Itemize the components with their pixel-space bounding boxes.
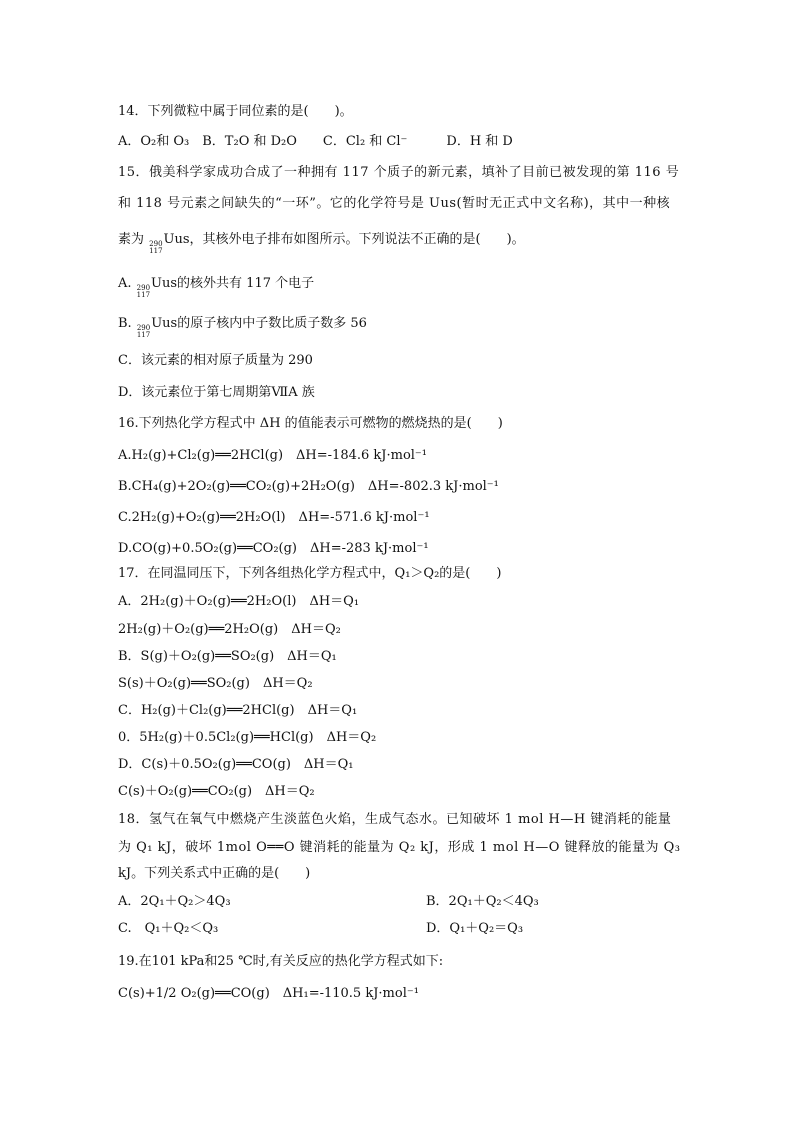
q18-option-a: A．2Q₁＋Q₂＞4Q₃ bbox=[118, 894, 231, 909]
nuclide-symbol: Uus bbox=[163, 232, 190, 247]
q15-line3-pre: 素为 bbox=[118, 232, 145, 247]
q18-option-d: D．Q₁＋Q₂＝Q₃ bbox=[426, 921, 524, 936]
option-letter: B. bbox=[118, 316, 132, 331]
q19-equation-1: C(s)+1/2 O₂(g)══CO(g) ΔH₁=-110.5 kJ·mol⁻¹ bbox=[118, 986, 419, 1001]
q15-line3-post: ，其核外电子排布如图所示。下列说法不正确的是( )。 bbox=[189, 232, 525, 247]
option-letter: A. bbox=[118, 276, 132, 291]
option-text: 的原子核内中子数比质子数多 56 bbox=[177, 316, 367, 331]
option-text: 的核外共有 117 个电子 bbox=[177, 276, 315, 291]
q16-option-a: A.H₂(g)+Cl₂(g)══2HCl(g) ΔH=-184.6 kJ·mol⁻¹ bbox=[118, 448, 428, 463]
nuclide-notation bbox=[137, 325, 150, 339]
q16-option-c: C.2H₂(g)+O₂(g)══2H₂O(l) ΔH=-571.6 kJ·mol⁻¹ bbox=[118, 510, 430, 525]
q17-option-c1: C．H₂(g)＋Cl₂(g)══2HCl(g) ΔH＝Q₁ bbox=[118, 703, 358, 718]
q16-option-d: D.CO(g)+0.5O₂(g)══CO₂(g) ΔH=-283 kJ·mol⁻¹ bbox=[118, 541, 429, 556]
q19-stem: 19.在101 kPa和25 ℃时,有关反应的热化学方程式如下: bbox=[118, 954, 444, 969]
q15-option-c: C．该元素的相对原子质量为 290 bbox=[118, 353, 313, 368]
q17-option-b1: B．S(g)＋O₂(g)══SO₂(g) ΔH＝Q₁ bbox=[118, 649, 337, 664]
q17-option-c2: 0．5H₂(g)＋0.5Cl₂(g)══HCl(g) ΔH＝Q₂ bbox=[118, 730, 377, 745]
q17-stem: 17．在同温同压下，下列各组热化学方程式中，Q₁＞Q₂的是( ) bbox=[118, 566, 502, 581]
q16-stem: 16.下列热化学方程式中 ΔH 的值能表示可燃物的燃烧热的是( ) bbox=[118, 416, 503, 431]
nuclide-atomic-number: 117 bbox=[149, 247, 163, 255]
q14-stem: 14．下列微粒中属于同位素的是( )。 bbox=[118, 104, 353, 119]
nuclide-symbol: Uus bbox=[151, 316, 178, 331]
q15-line3 bbox=[118, 232, 525, 255]
q18-line3: kJ。下列关系式中正确的是( ) bbox=[118, 866, 311, 881]
nuclide-notation bbox=[149, 241, 162, 255]
q15-option-d: D．该元素位于第七周期第ⅦA 族 bbox=[118, 385, 315, 400]
nuclide-atomic-number: 117 bbox=[136, 331, 151, 339]
q15-option-b bbox=[118, 316, 367, 339]
nuclide-symbol: Uus bbox=[151, 276, 178, 291]
q15-option-a bbox=[118, 276, 314, 299]
q17-option-a1: A．2H₂(g)＋O₂(g)══2H₂O(l) ΔH＝Q₁ bbox=[118, 594, 360, 609]
q18-option-c: C. Q₁＋Q₂＜Q₃ bbox=[118, 921, 219, 936]
q18-option-b: B．2Q₁＋Q₂＜4Q₃ bbox=[426, 894, 539, 909]
q14-options: A．O₂和 O₃ B．T₂O 和 D₂O C．Cl₂ 和 Cl⁻ D．H 和 D bbox=[118, 134, 513, 149]
nuclide-mass-number: 290 bbox=[136, 284, 151, 292]
nuclide-mass-number: 290 bbox=[149, 240, 163, 248]
q17-option-d2: C(s)＋O₂(g)══CO₂(g) ΔH＝Q₂ bbox=[118, 784, 315, 799]
q18-line1: 18．氢气在氧气中燃烧产生淡蓝色火焰，生成气态水。已知破坏 1 mol H—H 键消耗的能量 bbox=[118, 812, 672, 827]
q17-option-d1: D．C(s)＋0.5O₂(g)══CO(g) ΔH＝Q₁ bbox=[118, 757, 354, 772]
q17-option-b2: S(s)＋O₂(g)══SO₂(g) ΔH＝Q₂ bbox=[118, 676, 313, 691]
q16-option-b: B.CH₄(g)+2O₂(g)══CO₂(g)+2H₂O(g) ΔH=-802.3 kJ·mol⁻¹ bbox=[118, 479, 499, 494]
nuclide-atomic-number: 117 bbox=[136, 291, 151, 299]
q18-line2: 为 Q₁ kJ，破坏 1mol O══O 键消耗的能量为 Q₂ kJ，形成 1 mol H—O 键释放的能量为 Q₃ bbox=[118, 840, 681, 855]
nuclide-mass-number: 290 bbox=[136, 324, 151, 332]
q17-option-a2: 2H₂(g)＋O₂(g)══2H₂O(g) ΔH＝Q₂ bbox=[118, 622, 341, 637]
q15-line1: 15．俄美科学家成功合成了一种拥有 117 个质子的新元素，填补了目前已被发现的第 116 号 bbox=[118, 165, 680, 180]
nuclide-notation bbox=[137, 285, 150, 299]
q15-line2: 和 118 号元素之间缺失的“一环”。它的化学符号是 Uus(暂时无正式中文名称)，其中一种核 bbox=[118, 196, 671, 211]
